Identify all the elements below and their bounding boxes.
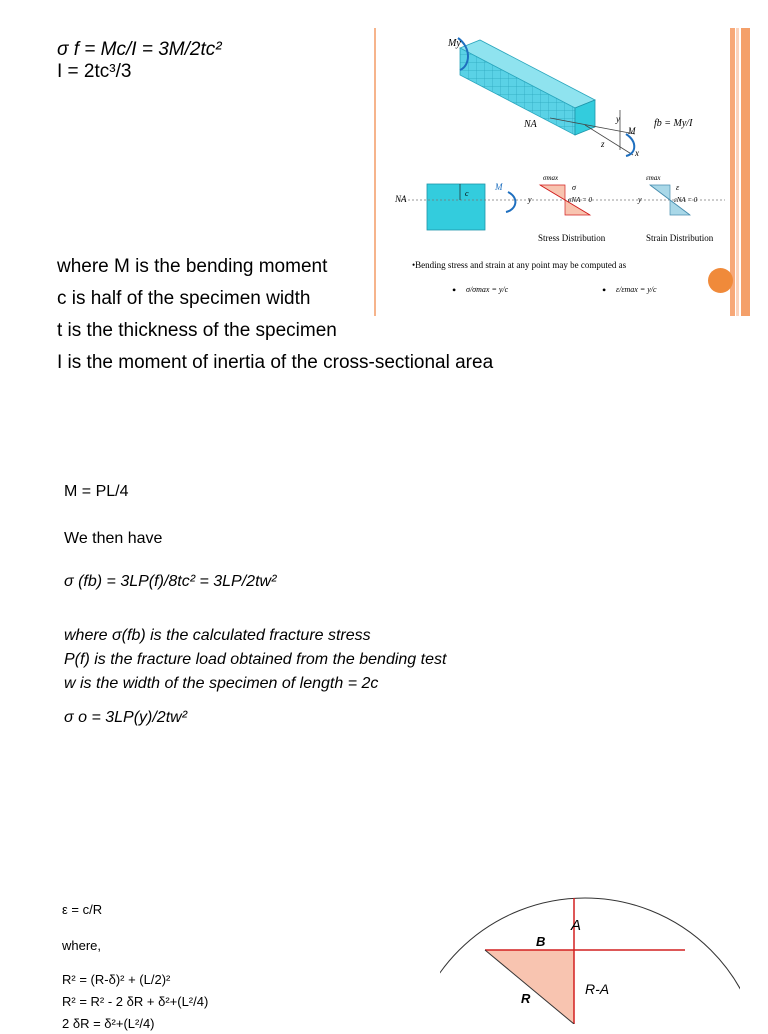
- stress-y-label: y: [528, 195, 532, 204]
- fb-formula: fb = My/I: [654, 118, 693, 129]
- definition-line: where M is the bending moment: [57, 256, 328, 277]
- na-label: NA: [524, 119, 537, 130]
- eps-max-label: εmax: [646, 174, 661, 182]
- section-na-label: NA: [395, 194, 407, 204]
- we-then-have: We then have: [64, 530, 163, 547]
- definition-line: I is the moment of inertia of the cross-sectional area: [57, 352, 494, 373]
- section-m-label: M: [495, 182, 503, 192]
- where-line: where σ(fb) is the calculated fracture stress: [64, 627, 371, 644]
- c-label: c: [465, 189, 469, 198]
- moment-arrow-right: [626, 134, 634, 156]
- circle-diagram: [440, 896, 740, 1024]
- definition-line: t is the thickness of the specimen: [57, 320, 337, 341]
- label-r: R: [521, 991, 531, 1006]
- accent-stripe: [736, 28, 739, 316]
- eq-strain: ε/εmax = y/c: [616, 285, 657, 294]
- strain-y-label: y: [638, 195, 642, 204]
- yield-stress-equation: σ o = 3LP(y)/2tw²: [64, 709, 188, 726]
- sigma-max-label: σmax: [543, 174, 559, 182]
- bullet-dot: •: [452, 283, 457, 297]
- formula-stress: σ f = Mc/I = 3M/2tc²: [57, 39, 222, 60]
- accent-stripe: [374, 28, 376, 316]
- where-label: where,: [62, 938, 102, 953]
- cross-section: [427, 184, 485, 230]
- moment-label: My: [448, 38, 461, 49]
- bullet-text: •Bending stress and strain at any point may be computed as: [412, 260, 627, 270]
- moment-equation: M = PL/4: [64, 483, 129, 500]
- where-line: P(f) is the fracture load obtained from the bending test: [64, 651, 447, 668]
- label-a: A: [571, 917, 582, 934]
- bullet-dot: •: [602, 283, 607, 297]
- definition-line: c is half of the specimen width: [57, 288, 311, 309]
- fracture-stress-equation: σ (fb) = 3LP(f)/8tc² = 3LP/2tw²: [64, 573, 277, 590]
- radius-equation-1: R² = (R-δ)² + (L/2)²: [62, 972, 171, 987]
- radius-equation-2: R² = R² - 2 δR + δ²+(L²/4): [62, 994, 209, 1009]
- eps-na-label: εNA = 0: [674, 196, 698, 204]
- strain-caption: Strain Distribution: [646, 233, 714, 243]
- sigma-na-label: σNA = 0: [568, 196, 592, 204]
- y-axis-label: y: [616, 114, 620, 124]
- label-b: B: [536, 934, 546, 949]
- eq-stress: σ/σmax = y/c: [466, 285, 509, 294]
- eps-label: ε: [676, 183, 680, 192]
- accent-stripe: [741, 28, 750, 316]
- where-line: w is the width of the specimen of length = 2c: [64, 675, 379, 692]
- formula-inertia: I = 2tc³/3: [57, 61, 132, 82]
- bending-figure: [380, 30, 730, 310]
- x-axis-label: x: [635, 148, 639, 158]
- label-r-minus-a: R-A: [585, 981, 610, 997]
- strain-equation: ε = c/R: [62, 902, 103, 917]
- section-moment-arrow: [506, 192, 515, 212]
- radius-equation-3: 2 δR = δ²+(L²/4): [62, 1016, 155, 1031]
- circle-outline: [440, 898, 740, 1024]
- sigma-label: σ: [572, 183, 576, 192]
- stress-caption: Stress Distribution: [538, 233, 606, 243]
- m-label: M: [628, 126, 636, 136]
- z-axis-label: z: [601, 139, 605, 149]
